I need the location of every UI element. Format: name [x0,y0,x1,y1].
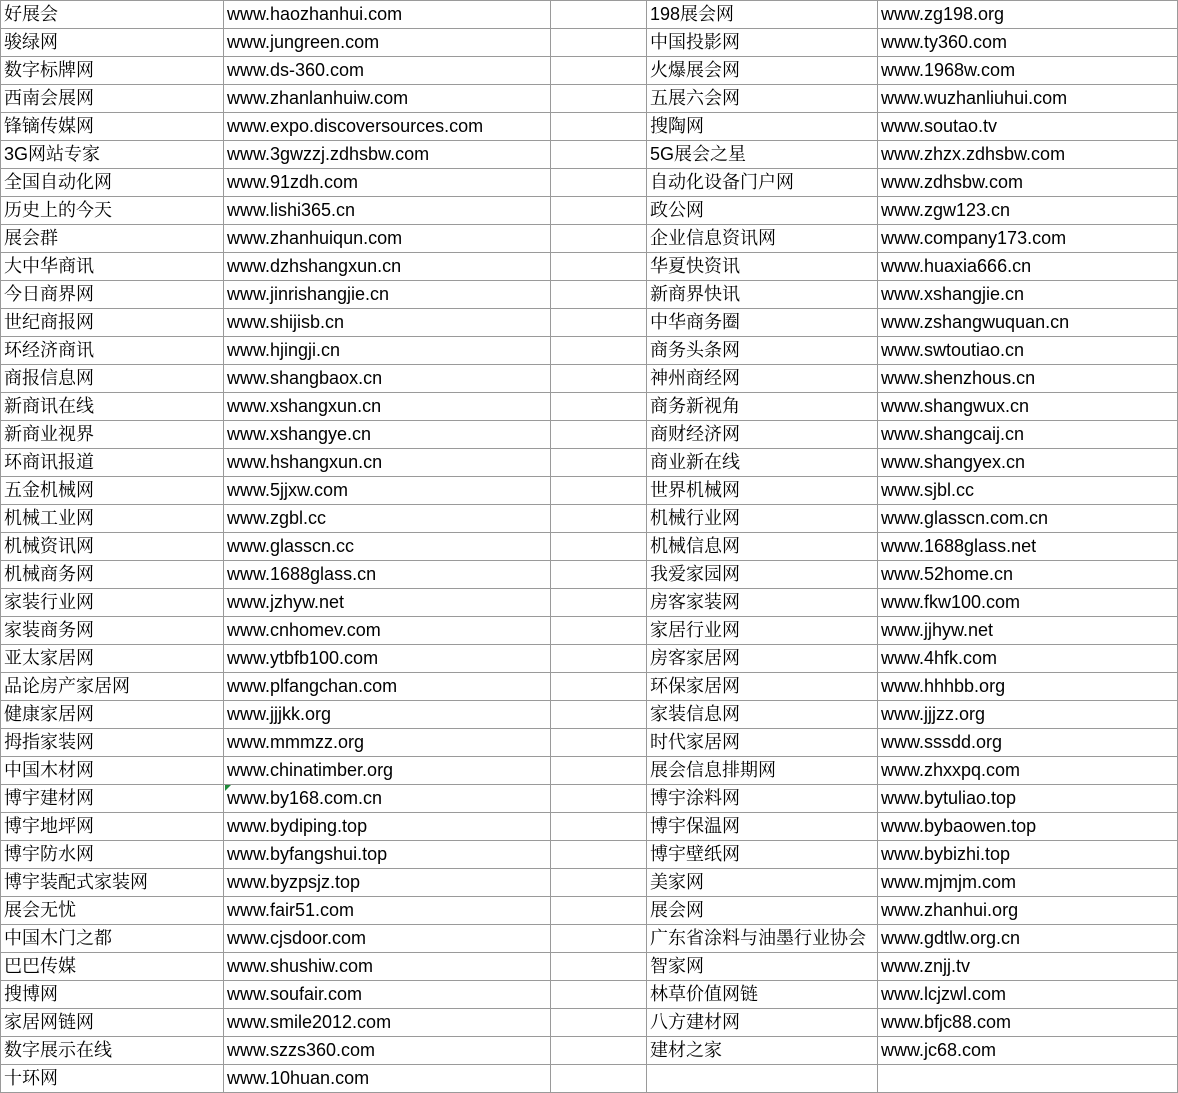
cell-site-name[interactable]: 时代家居网 [647,729,878,757]
cell-site-name[interactable]: 数字标牌网 [1,57,224,85]
cell-site-name[interactable]: 商务新视角 [647,393,878,421]
cell-site-url[interactable]: www.gdtlw.org.cn [878,925,1178,953]
cell-site-name[interactable]: 中华商务圈 [647,309,878,337]
cell-empty[interactable] [551,309,647,337]
cell-site-url[interactable]: www.fair51.com [224,897,551,925]
cell-site-name[interactable]: 建材之家 [647,1037,878,1065]
cell-empty[interactable] [551,869,647,897]
cell-empty[interactable] [551,561,647,589]
cell-site-url[interactable]: www.zg198.org [878,1,1178,29]
cell-site-url[interactable]: www.4hfk.com [878,645,1178,673]
cell-site-url[interactable]: www.lcjzwl.com [878,981,1178,1009]
cell-empty[interactable] [551,393,647,421]
cell-site-name[interactable]: 展会网 [647,897,878,925]
cell-site-url[interactable]: www.shijisb.cn [224,309,551,337]
cell-site-name[interactable]: 博宇保温网 [647,813,878,841]
cell-site-name[interactable]: 智家网 [647,953,878,981]
cell-site-url[interactable]: www.soufair.com [224,981,551,1009]
cell-site-url[interactable]: www.bybizhi.top [878,841,1178,869]
cell-site-url[interactable]: www.shangwux.cn [878,393,1178,421]
cell-site-url[interactable]: www.jc68.com [878,1037,1178,1065]
cell-site-url[interactable]: www.byzpsjz.top [224,869,551,897]
cell-site-name[interactable]: 展会无忧 [1,897,224,925]
cell-empty[interactable] [551,85,647,113]
cell-site-name[interactable]: 5G展会之星 [647,141,878,169]
cell-site-name[interactable]: 中国木材网 [1,757,224,785]
cell-site-name[interactable]: 搜陶网 [647,113,878,141]
table-row [1,141,1178,169]
cell-site-name[interactable]: 世界机械网 [647,477,878,505]
table-row [1,505,1178,533]
cell-site-url[interactable]: www.mmmzz.org [224,729,551,757]
cell-site-url[interactable]: www.expo.discoversources.com [224,113,551,141]
cell-site-name[interactable]: 好展会 [1,1,224,29]
cell-site-name[interactable]: 新商讯在线 [1,393,224,421]
cell-site-name[interactable]: 家装信息网 [647,701,878,729]
cell-site-url[interactable]: www.zgw123.cn [878,197,1178,225]
cell-site-url[interactable]: www.ty360.com [878,29,1178,57]
cell-site-url[interactable]: www.xshangxun.cn [224,393,551,421]
cell-site-url[interactable]: www.ytbfb100.com [224,645,551,673]
cell-site-url[interactable]: www.zdhsbw.com [878,169,1178,197]
cell-site-name[interactable]: 机械资讯网 [1,533,224,561]
cell-site-url[interactable]: www.soutao.tv [878,113,1178,141]
cell-site-name[interactable]: 西南会展网 [1,85,224,113]
cell-site-name[interactable]: 数字展示在线 [1,1037,224,1065]
cell-site-url[interactable]: www.huaxia666.cn [878,253,1178,281]
cell-empty[interactable] [551,729,647,757]
cell-site-url[interactable]: www.91zdh.com [224,169,551,197]
cell-empty[interactable] [551,29,647,57]
cell-empty[interactable] [551,785,647,813]
table-row [1,225,1178,253]
cell-empty[interactable] [551,365,647,393]
cell-site-url[interactable]: www.fkw100.com [878,589,1178,617]
table-row [1,253,1178,281]
table-row [1,169,1178,197]
cell-empty[interactable] [551,645,647,673]
cell-site-name[interactable]: 骏绿网 [1,29,224,57]
cell-empty[interactable] [551,617,647,645]
cell-site-name[interactable]: 环保家居网 [647,673,878,701]
cell-site-name[interactable]: 八方建材网 [647,1009,878,1037]
cell-site-url[interactable]: www.zhanlanhuiw.com [224,85,551,113]
cell-site-name[interactable]: 家装行业网 [1,589,224,617]
cell-empty[interactable] [551,1037,647,1065]
cell-site-name[interactable]: 展会群 [1,225,224,253]
cell-site-url[interactable]: www.hjingji.cn [224,337,551,365]
cell-site-url[interactable]: www.swtoutiao.cn [878,337,1178,365]
cell-site-url[interactable]: www.jjjzz.org [878,701,1178,729]
cell-site-url[interactable]: www.52home.cn [878,561,1178,589]
cell-site-name[interactable]: 品论房产家居网 [1,673,224,701]
cell-empty[interactable] [551,673,647,701]
cell-site-name[interactable]: 博宇装配式家装网 [1,869,224,897]
table-row [1,561,1178,589]
cell-site-name[interactable]: 商报信息网 [1,365,224,393]
cell-empty[interactable] [551,253,647,281]
cell-site-name[interactable]: 自动化设备门户网 [647,169,878,197]
table-row [1,533,1178,561]
cell-site-url[interactable]: www.zhxxpq.com [878,757,1178,785]
cell-site-name[interactable]: 家居网链网 [1,1009,224,1037]
cell-site-url[interactable]: www.glasscn.cc [224,533,551,561]
cell-site-url[interactable]: www.sssdd.org [878,729,1178,757]
cell-empty[interactable] [551,1065,647,1093]
cell-site-name[interactable]: 企业信息资讯网 [647,225,878,253]
cell-site-name[interactable]: 亚太家居网 [1,645,224,673]
cell-site-name[interactable]: 家居行业网 [647,617,878,645]
table-row [1,589,1178,617]
cell-site-url[interactable]: www.sjbl.cc [878,477,1178,505]
table-row [1,925,1178,953]
cell-site-url[interactable]: www.zhzx.zdhsbw.com [878,141,1178,169]
cell-site-url[interactable]: www.plfangchan.com [224,673,551,701]
cell-site-name[interactable]: 我爱家园网 [647,561,878,589]
table-row [1,645,1178,673]
cell-site-url[interactable]: www.zgbl.cc [224,505,551,533]
cell-empty[interactable] [551,225,647,253]
table-row [1,337,1178,365]
cell-site-url[interactable]: www.10huan.com [224,1065,551,1093]
cell-site-url[interactable]: www.1688glass.cn [224,561,551,589]
cell-site-name[interactable]: 神州商经网 [647,365,878,393]
cell-site-url[interactable]: www.haozhanhui.com [224,1,551,29]
cell-site-name[interactable]: 机械商务网 [1,561,224,589]
cell-site-name[interactable]: 环经济商讯 [1,337,224,365]
cell-site-url[interactable]: www.byfangshui.top [224,841,551,869]
cell-site-url[interactable]: www.szzs360.com [224,1037,551,1065]
cell-site-url[interactable]: www.ds-360.com [224,57,551,85]
cell-site-name[interactable]: 房客家装网 [647,589,878,617]
cell-empty[interactable] [647,1065,878,1093]
table-row [1,281,1178,309]
cell-empty[interactable] [551,813,647,841]
cell-site-name[interactable]: 机械工业网 [1,505,224,533]
table-row [1,953,1178,981]
cell-site-url[interactable]: www.zhanhui.org [878,897,1178,925]
cell-site-name[interactable]: 拇指家装网 [1,729,224,757]
cell-site-url[interactable]: www.mjmjm.com [878,869,1178,897]
table-row [1,813,1178,841]
cell-site-url[interactable]: www.zhanhuiqun.com [224,225,551,253]
cell-site-url[interactable]: www.shenzhous.cn [878,365,1178,393]
cell-site-name[interactable]: 大中华商讯 [1,253,224,281]
cell-empty[interactable] [551,169,647,197]
cell-empty[interactable] [551,281,647,309]
cell-site-url[interactable]: www.cnhomev.com [224,617,551,645]
table-row [1,29,1178,57]
cell-site-name[interactable]: 华夏快资讯 [647,253,878,281]
cell-site-name[interactable]: 博宇地坪网 [1,813,224,841]
cell-site-name[interactable]: 搜博网 [1,981,224,1009]
cell-empty[interactable] [551,1,647,29]
cell-site-name[interactable]: 商务头条网 [647,337,878,365]
cell-site-url[interactable]: www.shushiw.com [224,953,551,981]
table-row [1,1037,1178,1065]
cell-site-name[interactable]: 政公网 [647,197,878,225]
cell-site-url[interactable]: www.xshangye.cn [224,421,551,449]
table-row [1,477,1178,505]
cell-empty[interactable] [551,141,647,169]
table-row [1,897,1178,925]
cell-empty[interactable] [551,897,647,925]
error-indicator-icon [225,785,231,791]
cell-site-name[interactable]: 全国自动化网 [1,169,224,197]
cell-empty[interactable] [551,113,647,141]
cell-site-url[interactable]: www.hhhbb.org [878,673,1178,701]
table-row [1,393,1178,421]
table-row [1,421,1178,449]
cell-site-name[interactable]: 五金机械网 [1,477,224,505]
cell-site-name[interactable]: 世纪商报网 [1,309,224,337]
cell-site-name[interactable]: 博宇防水网 [1,841,224,869]
cell-empty[interactable] [551,1009,647,1037]
table-row [1,113,1178,141]
table-row [1,785,1178,813]
cell-site-url[interactable]: www.bytuliao.top [878,785,1178,813]
table-row [1,617,1178,645]
cell-site-name[interactable]: 今日商界网 [1,281,224,309]
cell-site-url[interactable]: www.znjj.tv [878,953,1178,981]
cell-empty[interactable] [551,197,647,225]
cell-empty[interactable] [551,981,647,1009]
table-row [1,309,1178,337]
cell-site-name[interactable]: 新商业视界 [1,421,224,449]
cell-site-name[interactable]: 新商界快讯 [647,281,878,309]
cell-empty[interactable] [551,421,647,449]
cell-site-url[interactable]: www.hshangxun.cn [224,449,551,477]
cell-empty[interactable] [551,57,647,85]
cell-site-name[interactable]: 林草价值网链 [647,981,878,1009]
cell-site-url[interactable]: www.glasscn.com.cn [878,505,1178,533]
cell-site-url[interactable]: www.bfjc88.com [878,1009,1178,1037]
cell-site-name[interactable]: 家装商务网 [1,617,224,645]
cell-site-name[interactable]: 博宇建材网 [1,785,224,813]
cell-empty[interactable] [551,757,647,785]
cell-site-name[interactable]: 商财经济网 [647,421,878,449]
cell-site-url[interactable]: www.5jjxw.com [224,477,551,505]
cell-site-name[interactable]: 五展六会网 [647,85,878,113]
table-row [1,729,1178,757]
cell-site-name[interactable]: 博宇壁纸网 [647,841,878,869]
table-row [1,841,1178,869]
cell-site-name[interactable]: 博宇涂料网 [647,785,878,813]
cell-empty[interactable] [878,1065,1178,1093]
cell-empty[interactable] [551,337,647,365]
table-row [1,57,1178,85]
cell-site-name[interactable]: 巴巴传媒 [1,953,224,981]
cell-site-name[interactable]: 机械信息网 [647,533,878,561]
cell-empty[interactable] [551,477,647,505]
cell-site-url[interactable]: www.shangcaij.cn [878,421,1178,449]
cell-site-url[interactable]: www.company173.com [878,225,1178,253]
cell-site-name[interactable]: 环商讯报道 [1,449,224,477]
cell-site-name[interactable]: 3G网站专家 [1,141,224,169]
cell-site-url[interactable]: www.bybaowen.top [878,813,1178,841]
cell-site-url[interactable]: www.3gwzzj.zdhsbw.com [224,141,551,169]
table-row [1,673,1178,701]
table-row [1,85,1178,113]
cell-site-name[interactable]: 展会信息排期网 [647,757,878,785]
cell-site-name[interactable]: 中国木门之都 [1,925,224,953]
cell-site-url[interactable]: www.jjhyw.net [878,617,1178,645]
cell-site-name[interactable]: 十环网 [1,1065,224,1093]
cell-empty[interactable] [551,701,647,729]
cell-empty[interactable] [551,449,647,477]
cell-site-name[interactable]: 房客家居网 [647,645,878,673]
cell-site-name[interactable]: 广东省涂料与油墨行业协会 [647,925,878,953]
cell-site-name[interactable]: 美家网 [647,869,878,897]
cell-site-url[interactable]: www.wuzhanliuhui.com [878,85,1178,113]
cell-site-name[interactable]: 历史上的今天 [1,197,224,225]
table-row [1,869,1178,897]
cell-site-name[interactable]: 锋镝传媒网 [1,113,224,141]
cell-site-url[interactable]: www.1968w.com [878,57,1178,85]
cell-site-url[interactable]: www.jzhyw.net [224,589,551,617]
cell-empty[interactable] [551,589,647,617]
cell-site-url[interactable]: www.dzhshangxun.cn [224,253,551,281]
cell-site-url[interactable]: www.shangbaox.cn [224,365,551,393]
table-row [1,1,1178,29]
cell-site-url[interactable]: www.lishi365.cn [224,197,551,225]
cell-site-url[interactable]: www.1688glass.net [878,533,1178,561]
table-row [1,981,1178,1009]
cell-site-name[interactable]: 火爆展会网 [647,57,878,85]
cell-site-url[interactable]: www.jjjkk.org [224,701,551,729]
cell-site-name[interactable]: 198展会网 [647,1,878,29]
table-row [1,701,1178,729]
cell-site-url[interactable]: www.chinatimber.org [224,757,551,785]
cell-site-name[interactable]: 中国投影网 [647,29,878,57]
cell-site-name[interactable]: 机械行业网 [647,505,878,533]
cell-site-name[interactable]: 健康家居网 [1,701,224,729]
cell-site-url[interactable]: www.smile2012.com [224,1009,551,1037]
table-row [1,1065,1178,1093]
cell-site-name[interactable]: 商业新在线 [647,449,878,477]
table-row [1,197,1178,225]
cell-site-url[interactable]: www.bydiping.top [224,813,551,841]
cell-empty[interactable] [551,953,647,981]
table-row [1,1009,1178,1037]
cell-site-url[interactable]: www.xshangjie.cn [878,281,1178,309]
cell-empty[interactable] [551,925,647,953]
cell-site-url[interactable]: www.zshangwuquan.cn [878,309,1178,337]
cell-empty[interactable] [551,505,647,533]
cell-site-url[interactable]: www.cjsdoor.com [224,925,551,953]
table-row [1,449,1178,477]
cell-site-url[interactable]: www.shangyex.cn [878,449,1178,477]
cell-site-url[interactable]: www.jinrishangjie.cn [224,281,551,309]
table-row [1,757,1178,785]
cell-site-url[interactable]: www.jungreen.com [224,29,551,57]
table-row [1,365,1178,393]
cell-empty[interactable] [551,841,647,869]
cell-site-url[interactable]: www.by168.com.cn [224,785,551,813]
cell-empty[interactable] [551,533,647,561]
